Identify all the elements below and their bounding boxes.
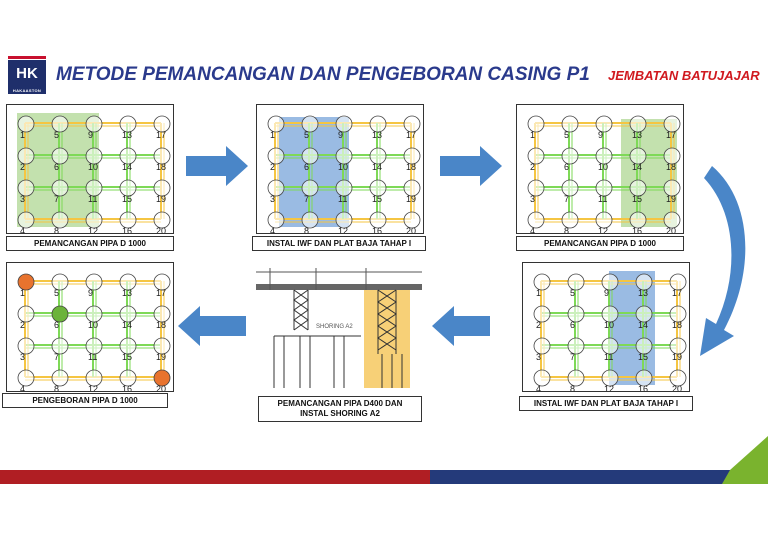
pile-label-5: 5: [304, 130, 310, 140]
pile-label-16: 16: [122, 226, 133, 233]
pile-label-19: 19: [666, 194, 677, 204]
pile-label-2: 2: [536, 320, 542, 330]
pile-label-11: 11: [598, 194, 608, 204]
pile-label-14: 14: [372, 162, 383, 172]
logo-subtext: HAKAASTON: [12, 88, 42, 93]
pile-label-9: 9: [88, 288, 94, 298]
logo-mark: HK: [16, 65, 38, 82]
pile-label-17: 17: [156, 130, 167, 140]
pile-label-13: 13: [372, 130, 383, 140]
pile-label-19: 19: [156, 194, 167, 204]
shoring-label: SHORING A2: [316, 324, 353, 330]
pile-label-4: 4: [20, 384, 26, 391]
pile-label-7: 7: [54, 194, 60, 204]
pile-label-20: 20: [406, 226, 417, 233]
pile-label-14: 14: [122, 162, 133, 172]
pile-label-8: 8: [304, 226, 310, 233]
pile-label-17: 17: [406, 130, 417, 140]
pile-label-7: 7: [570, 352, 576, 362]
pile-label-16: 16: [372, 226, 383, 233]
pile-label-7: 7: [564, 194, 570, 204]
pile-label-13: 13: [122, 288, 133, 298]
pile-label-5: 5: [570, 288, 576, 298]
pile-label-19: 19: [672, 352, 683, 362]
pile-label-1: 1: [270, 130, 276, 140]
pile-label-8: 8: [570, 384, 576, 391]
caption-2-text: INSTAL IWF DAN PLAT BAJA TAHAP I: [266, 238, 412, 248]
pile-label-13: 13: [632, 130, 643, 140]
pile-label-14: 14: [632, 162, 643, 172]
project-name: JEMBATAN BATUJAJAR: [608, 68, 760, 83]
pile-label-9: 9: [598, 130, 604, 140]
pile-label-6: 6: [54, 320, 60, 330]
pile-label-10: 10: [88, 320, 99, 330]
pile-label-16: 16: [632, 226, 643, 233]
pile-label-6: 6: [304, 162, 310, 172]
pile-label-17: 17: [156, 288, 167, 298]
pile-label-11: 11: [338, 194, 348, 204]
pile-label-11: 11: [88, 352, 98, 362]
pile-label-20: 20: [156, 226, 167, 233]
pile-label-4: 4: [530, 226, 536, 233]
pile-label-2: 2: [270, 162, 276, 172]
caption-3-text: PEMANCANGAN PIPA D 1000: [543, 238, 657, 248]
pile-label-1: 1: [530, 130, 536, 140]
caption-5-line1: PEMANCANGAN PIPA D400 DAN: [277, 399, 403, 408]
pile-label-9: 9: [88, 130, 94, 140]
pile-label-3: 3: [536, 352, 542, 362]
pile-label-13: 13: [122, 130, 133, 140]
caption-4-text: INSTAL IWF DAN PLAT BAJA TAHAP I: [533, 398, 679, 408]
pile-label-8: 8: [54, 226, 60, 233]
pile-label-10: 10: [338, 162, 349, 172]
pile-label-15: 15: [638, 352, 649, 362]
pile-label-8: 8: [54, 384, 60, 391]
pile-label-18: 18: [666, 162, 677, 172]
pile-label-17: 17: [672, 288, 683, 298]
page-title: METODE PEMANCANGAN DAN PENGEBORAN CASING P1: [56, 64, 590, 85]
pile-label-12: 12: [88, 384, 99, 391]
pile-label-13: 13: [638, 288, 649, 298]
pile-label-12: 12: [88, 226, 99, 233]
pile-label-12: 12: [338, 226, 349, 233]
pile-label-1: 1: [20, 288, 26, 298]
pile-label-9: 9: [338, 130, 344, 140]
pile-label-3: 3: [20, 194, 26, 204]
pile-label-18: 18: [672, 320, 683, 330]
pile-label-9: 9: [604, 288, 610, 298]
pile-label-20: 20: [156, 384, 167, 391]
pile-label-15: 15: [372, 194, 383, 204]
pile-label-17: 17: [666, 130, 677, 140]
pile-label-3: 3: [270, 194, 276, 204]
pile-label-3: 3: [530, 194, 536, 204]
pile-label-15: 15: [122, 352, 133, 362]
pile-label-12: 12: [598, 226, 609, 233]
caption-6-text: PENGEBORAN PIPA D 1000: [32, 395, 138, 405]
pile-label-15: 15: [122, 194, 133, 204]
pile-label-5: 5: [54, 130, 60, 140]
pile-label-19: 19: [406, 194, 417, 204]
pile-label-1: 1: [20, 130, 26, 140]
pile-label-20: 20: [672, 384, 683, 391]
pile-label-15: 15: [632, 194, 643, 204]
pile-label-16: 16: [122, 384, 133, 391]
pile-label-6: 6: [564, 162, 570, 172]
pile-label-7: 7: [304, 194, 310, 204]
pile-label-16: 16: [638, 384, 649, 391]
pile-label-19: 19: [156, 352, 167, 362]
pile-label-5: 5: [54, 288, 60, 298]
pile-label-18: 18: [156, 162, 167, 172]
pile-label-1: 1: [536, 288, 542, 298]
pile-label-3: 3: [20, 352, 26, 362]
pile-label-14: 14: [122, 320, 133, 330]
pile-label-4: 4: [536, 384, 542, 391]
pile-label-18: 18: [406, 162, 417, 172]
pile-label-6: 6: [54, 162, 60, 172]
pile-label-5: 5: [564, 130, 570, 140]
pile-label-10: 10: [604, 320, 615, 330]
pile-label-2: 2: [20, 320, 26, 330]
pile-label-7: 7: [54, 352, 60, 362]
pile-label-2: 2: [530, 162, 536, 172]
pile-label-8: 8: [564, 226, 570, 233]
pile-label-11: 11: [604, 352, 614, 362]
pile-label-20: 20: [666, 226, 677, 233]
pile-label-4: 4: [270, 226, 276, 233]
caption-1-text: PEMANCANGAN PIPA D 1000: [33, 238, 147, 248]
pile-label-10: 10: [88, 162, 99, 172]
pile-label-18: 18: [156, 320, 167, 330]
pile-label-14: 14: [638, 320, 649, 330]
caption-5-line2: INSTAL SHORING A2: [300, 409, 380, 418]
pile-label-6: 6: [570, 320, 576, 330]
pile-label-10: 10: [598, 162, 609, 172]
pile-label-4: 4: [20, 226, 26, 233]
pile-label-11: 11: [88, 194, 98, 204]
pile-label-2: 2: [20, 162, 26, 172]
pile-label-12: 12: [604, 384, 615, 391]
